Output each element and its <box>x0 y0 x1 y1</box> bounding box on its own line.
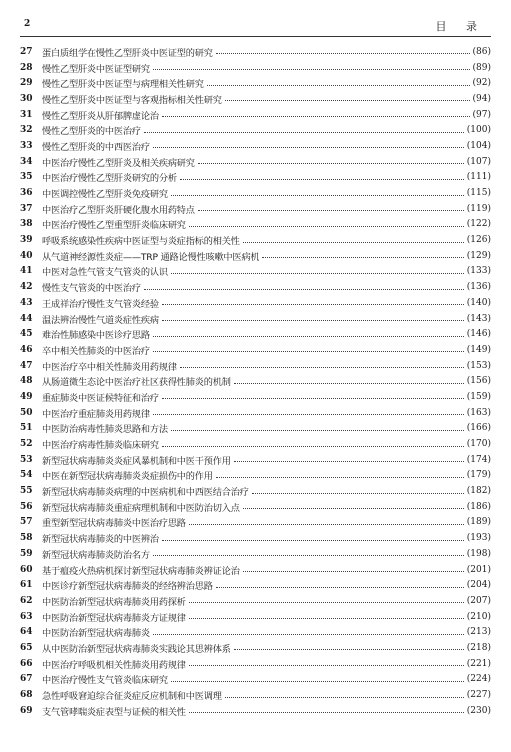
toc-entry-number: 42 <box>20 282 33 293</box>
toc-entry-page: (207) <box>466 595 491 606</box>
toc-entry-page: (115) <box>466 188 491 199</box>
dot-leader <box>153 555 464 556</box>
dot-leader <box>252 493 464 494</box>
toc-entry[interactable] <box>20 421 491 437</box>
dot-leader <box>144 132 464 133</box>
toc-entry[interactable] <box>20 499 491 515</box>
toc-entry-page: (153) <box>466 360 491 371</box>
toc-entry[interactable] <box>20 91 491 107</box>
toc-entry-number: 29 <box>20 78 33 89</box>
toc-entry[interactable] <box>20 373 491 389</box>
dot-leader <box>243 571 464 572</box>
toc-entry-number: 32 <box>20 125 33 136</box>
toc-entry[interactable] <box>20 122 491 138</box>
toc-entry-page: (224) <box>466 674 491 685</box>
toc-entry[interactable] <box>20 295 491 311</box>
dot-leader <box>153 336 464 337</box>
toc-entry-title: 中医治疗重症肺炎用药规律 <box>42 408 150 420</box>
dot-leader <box>189 665 464 666</box>
toc-entry-number: 48 <box>20 376 33 387</box>
dot-leader <box>207 85 470 86</box>
toc-entry[interactable] <box>20 75 491 91</box>
dot-leader <box>180 367 464 368</box>
toc-entry-page: (136) <box>466 282 491 293</box>
toc-entry-page: (201) <box>466 564 491 575</box>
toc-entry-number: 64 <box>20 627 33 638</box>
dot-leader <box>189 602 464 603</box>
toc-entry-title: 慢性乙型肝炎中医证型与客观指标相关性研究 <box>42 94 222 106</box>
toc-entry[interactable] <box>20 248 491 264</box>
toc-entry-title: 慢性乙型肝炎的中医治疗 <box>42 126 141 138</box>
toc-entry-title: 重症肺炎中医证候特征和治疗 <box>42 392 159 404</box>
toc-entry[interactable] <box>20 326 491 342</box>
toc-entry-title: 中医诊疗新型冠状病毒肺炎的经络辨治思路 <box>42 581 213 593</box>
toc-entry[interactable] <box>20 279 491 295</box>
dot-leader <box>162 304 464 305</box>
toc-entry-number: 49 <box>20 391 33 402</box>
toc-entry-title: 新型冠状病毒肺炎炎症风暴机制和中医干预作用 <box>42 455 231 467</box>
toc-entry-page: (111) <box>466 172 491 183</box>
toc-entry-page: (104) <box>466 140 491 151</box>
toc-entry-page: (143) <box>466 313 491 324</box>
header-title: 目 录 <box>435 20 485 33</box>
toc-entry-page: (97) <box>472 109 491 120</box>
dot-leader <box>234 461 464 462</box>
dot-leader <box>189 712 464 713</box>
dot-leader <box>144 289 464 290</box>
toc-entry[interactable] <box>20 342 491 358</box>
toc-entry-page: (193) <box>466 533 491 544</box>
toc-entry[interactable] <box>20 170 491 186</box>
toc-entry-page: (186) <box>466 501 491 512</box>
toc-entry-number: 37 <box>20 203 33 214</box>
toc-entry[interactable] <box>20 609 491 625</box>
toc-entry-number: 31 <box>20 109 33 120</box>
toc-entry-page: (146) <box>466 329 491 340</box>
toc-entry[interactable] <box>20 201 491 217</box>
toc-entry-title: 中医防治新型冠状病毒肺炎用药探析 <box>42 596 186 608</box>
toc-entry-number: 50 <box>20 407 33 418</box>
toc-entry-page: (129) <box>466 250 491 261</box>
toc-entry-page: (156) <box>466 376 491 387</box>
toc-entry-title: 中医治疗慢性乙型重型肝炎临床研究 <box>42 220 186 232</box>
dot-leader <box>243 242 464 243</box>
toc-entry[interactable] <box>20 107 491 123</box>
toc-entry-page: (198) <box>466 548 491 559</box>
dot-leader <box>225 697 464 698</box>
toc-entry-page: (122) <box>466 219 491 230</box>
dot-leader <box>153 147 464 148</box>
toc-entry-title: 基于瘟疫火热病机探讨新型冠状病毒肺炎辨证论治 <box>42 565 240 577</box>
toc-entry[interactable] <box>20 154 491 170</box>
toc-entry-page: (159) <box>466 391 491 402</box>
toc-entry[interactable] <box>20 60 491 76</box>
dot-leader <box>216 477 464 478</box>
toc-entry-number: 47 <box>20 360 33 371</box>
toc-entry-number: 35 <box>20 172 33 183</box>
toc-entry[interactable] <box>20 436 491 452</box>
toc-entry-page: (170) <box>466 439 491 450</box>
toc-entry-title: 中医治疗呼吸机相关性肺炎用药规律 <box>42 659 186 671</box>
dot-leader <box>171 195 464 196</box>
toc-entry-title: 王成祥治疗慢性支气管炎经验 <box>42 298 159 310</box>
toc-entry-page: (119) <box>466 203 491 214</box>
toc-entry-number: 39 <box>20 235 33 246</box>
toc-entry-title: 重型新型冠状病毒肺炎中医治疗思路 <box>42 518 186 530</box>
toc-entry[interactable] <box>20 546 491 562</box>
dot-leader <box>162 398 464 399</box>
dot-leader <box>153 351 464 352</box>
toc-entry-title: 慢性乙型肝炎从肝郁脾虚论治 <box>42 110 159 122</box>
toc-entry-number: 30 <box>20 93 33 104</box>
toc-entry-number: 27 <box>20 46 33 57</box>
toc-entry-title: 新型冠状病毒肺炎重症病理机制和中医防治切入点 <box>42 502 240 514</box>
dot-leader <box>198 163 464 164</box>
dot-leader <box>162 446 464 447</box>
toc-entry-page: (221) <box>466 658 491 669</box>
toc-entry[interactable] <box>20 515 491 531</box>
toc-entry-number: 60 <box>20 564 33 575</box>
toc-entry-page: (189) <box>466 517 491 528</box>
toc-entry-number: 61 <box>20 580 33 591</box>
toc-entry-number: 40 <box>20 250 33 261</box>
dot-leader <box>153 414 464 415</box>
toc-entry-title: 温法辨治慢性气道炎症性疾病 <box>42 314 159 326</box>
toc-entry-number: 36 <box>20 188 33 199</box>
toc-entry[interactable] <box>20 185 491 201</box>
toc-entry-title: 新型冠状病毒肺炎防治名方 <box>42 549 150 561</box>
toc-entry[interactable] <box>20 593 491 609</box>
toc-entry-number: 65 <box>20 642 33 653</box>
toc-entry[interactable] <box>20 656 491 672</box>
toc-entry-number: 59 <box>20 548 33 559</box>
toc-entry[interactable] <box>20 624 491 640</box>
toc-entry-number: 34 <box>20 156 33 167</box>
toc-entry-page: (210) <box>466 611 491 622</box>
toc-entry-page: (140) <box>466 297 491 308</box>
toc-entry[interactable] <box>20 687 491 703</box>
toc-entry-page: (179) <box>466 470 491 481</box>
toc-entry-title: 中医防治新型冠状病毒肺炎 <box>42 628 150 640</box>
toc-entry[interactable] <box>20 577 491 593</box>
dot-leader <box>162 116 470 117</box>
toc-entry[interactable] <box>20 44 491 60</box>
toc-entry-number: 43 <box>20 297 33 308</box>
toc-entry-title: 中医治疗乙型肝炎肝硬化腹水用药特点 <box>42 204 195 216</box>
toc-entry-page: (204) <box>466 580 491 591</box>
toc-entry-page: (163) <box>466 407 491 418</box>
toc-entry-title: 中医防治新型冠状病毒肺炎方证规律 <box>42 612 186 624</box>
dot-leader <box>162 320 464 321</box>
toc-entry-title: 呼吸系统感染性疾病中医证型与炎症指标的相关性 <box>42 236 240 248</box>
toc-entry-number: 55 <box>20 486 33 497</box>
toc-entry-page: (213) <box>466 627 491 638</box>
toc-entry-number: 38 <box>20 219 33 230</box>
dot-leader <box>189 226 464 227</box>
toc-entry-title: 慢性支气管炎的中医治疗 <box>42 283 141 295</box>
toc-entry-number: 56 <box>20 501 33 512</box>
toc-entry-page: (86) <box>472 46 491 57</box>
toc-entry-title: 中医治疗慢性支气管炎临床研究 <box>42 675 168 687</box>
toc-entry-page: (218) <box>466 642 491 653</box>
dot-leader <box>189 524 464 525</box>
toc-entry-number: 33 <box>20 140 33 151</box>
toc-entry-title: 中医防治病毒性肺炎思路和方法 <box>42 424 168 436</box>
toc-entry-title: 中医对急性气管支气管炎的认识 <box>42 267 168 279</box>
toc-entry-title: 从肠道微生态论中医治疗社区获得性肺炎的机制 <box>42 377 231 389</box>
toc-entry-title: 中医治疗病毒性肺炎临床研究 <box>42 440 159 452</box>
dot-leader <box>216 587 464 588</box>
toc-entry-page: (227) <box>466 690 491 701</box>
toc-entry[interactable] <box>20 530 491 546</box>
toc-entry-page: (182) <box>466 486 491 497</box>
toc-entry[interactable] <box>20 468 491 484</box>
dot-leader <box>171 430 464 431</box>
toc-entry-title: 新型冠状病毒肺炎病理的中医病机和中西医结合治疗 <box>42 487 249 499</box>
dot-leader <box>262 257 463 258</box>
toc-entry-number: 46 <box>20 344 33 355</box>
toc-entry-page: (174) <box>466 454 491 465</box>
toc-entry[interactable] <box>20 640 491 656</box>
dot-leader <box>216 53 470 54</box>
toc-entry-number: 62 <box>20 595 33 606</box>
toc-entry-page: (89) <box>472 62 491 73</box>
toc-entry-number: 69 <box>20 705 33 716</box>
toc-entry-page: (92) <box>472 78 491 89</box>
toc-entry-number: 45 <box>20 329 33 340</box>
toc-entry[interactable] <box>20 264 491 280</box>
dot-leader <box>234 649 464 650</box>
toc-entry[interactable] <box>20 452 491 468</box>
toc-entry-title: 中医治疗卒中相关性肺炎用药规律 <box>42 361 177 373</box>
toc-entry-title: 中医治疗慢性乙型肝炎及相关疾病研究 <box>42 157 195 169</box>
page-number: 2 <box>24 19 31 29</box>
toc-entry[interactable] <box>20 405 491 421</box>
toc-entry-title: 中医治疗慢性乙型肝炎研究的分析 <box>42 173 177 185</box>
dot-leader <box>153 69 470 70</box>
toc-entry-number: 52 <box>20 439 33 450</box>
toc-entry[interactable] <box>20 672 491 688</box>
dot-leader <box>225 100 470 101</box>
toc-entry[interactable] <box>20 358 491 374</box>
dot-leader <box>153 634 464 635</box>
header-rule <box>20 36 491 37</box>
toc-entry[interactable] <box>20 138 491 154</box>
dot-leader <box>180 179 464 180</box>
toc-entry-number: 53 <box>20 454 33 465</box>
toc-entry-title: 蛋白质组学在慢性乙型肝炎中医证型的研究 <box>42 47 213 59</box>
toc-entry[interactable] <box>20 311 491 327</box>
toc-entry-number: 58 <box>20 533 33 544</box>
toc-entry-number: 63 <box>20 611 33 622</box>
toc-entry-title: 难治性肺感染中医诊疗思路 <box>42 330 150 342</box>
toc-entry-title: 从气道神经源性炎症——TRP 通路论慢性咳嗽中医病机 <box>42 251 260 263</box>
toc-entry-number: 51 <box>20 423 33 434</box>
toc-entry-title: 急性呼吸窘迫综合征炎症反应机制和中医调理 <box>42 691 222 703</box>
toc-entry-title: 慢性乙型肝炎中医证型研究 <box>42 63 150 75</box>
toc-entry-number: 44 <box>20 313 33 324</box>
toc-entry-page: (126) <box>466 235 491 246</box>
toc-entry-number: 68 <box>20 690 33 701</box>
toc-entry-number: 28 <box>20 62 33 73</box>
toc-entry-number: 66 <box>20 658 33 669</box>
toc-entry-title: 慢性乙型肝炎的中西医治疗 <box>42 141 150 153</box>
dot-leader <box>189 618 464 619</box>
toc-entry-page: (166) <box>466 423 491 434</box>
toc-entry-page: (149) <box>466 344 491 355</box>
dot-leader <box>198 210 464 211</box>
dot-leader <box>162 540 464 541</box>
toc-entry-number: 54 <box>20 470 33 481</box>
toc-entry-page: (230) <box>466 705 491 716</box>
toc-entry-number: 57 <box>20 517 33 528</box>
toc-entry-number: 67 <box>20 674 33 685</box>
toc-entry[interactable] <box>20 703 491 719</box>
page-header <box>0 0 511 36</box>
toc-entry-title: 新型冠状病毒肺炎的中医辨治 <box>42 534 159 546</box>
dot-leader <box>234 383 464 384</box>
table-of-contents <box>20 44 491 719</box>
toc-entry-page: (133) <box>466 266 491 277</box>
toc-entry-page: (100) <box>466 125 491 136</box>
toc-entry-number: 41 <box>20 266 33 277</box>
toc-entry-title: 中医调控慢性乙型肝炎免疫研究 <box>42 189 168 201</box>
dot-leader <box>171 273 464 274</box>
toc-entry[interactable] <box>20 389 491 405</box>
toc-entry-title: 支气管哮喘炎症表型与证候的相关性 <box>42 706 186 718</box>
toc-entry-title: 从中医防治新型冠状病毒肺炎实践论其思辨体系 <box>42 643 231 655</box>
toc-entry-title: 卒中相关性肺炎的中医治疗 <box>42 345 150 357</box>
toc-entry[interactable] <box>20 217 491 233</box>
toc-entry-title: 中医在新型冠状病毒肺炎炎症损伤中的作用 <box>42 471 213 483</box>
toc-entry-title: 慢性乙型肝炎中医证型与病理相关性研究 <box>42 79 204 91</box>
toc-entry[interactable] <box>20 483 491 499</box>
dot-leader <box>171 681 464 682</box>
toc-entry-page: (107) <box>466 156 491 167</box>
toc-entry-page: (94) <box>472 93 491 104</box>
dot-leader <box>243 508 464 509</box>
toc-entry[interactable] <box>20 232 491 248</box>
toc-entry[interactable] <box>20 562 491 578</box>
